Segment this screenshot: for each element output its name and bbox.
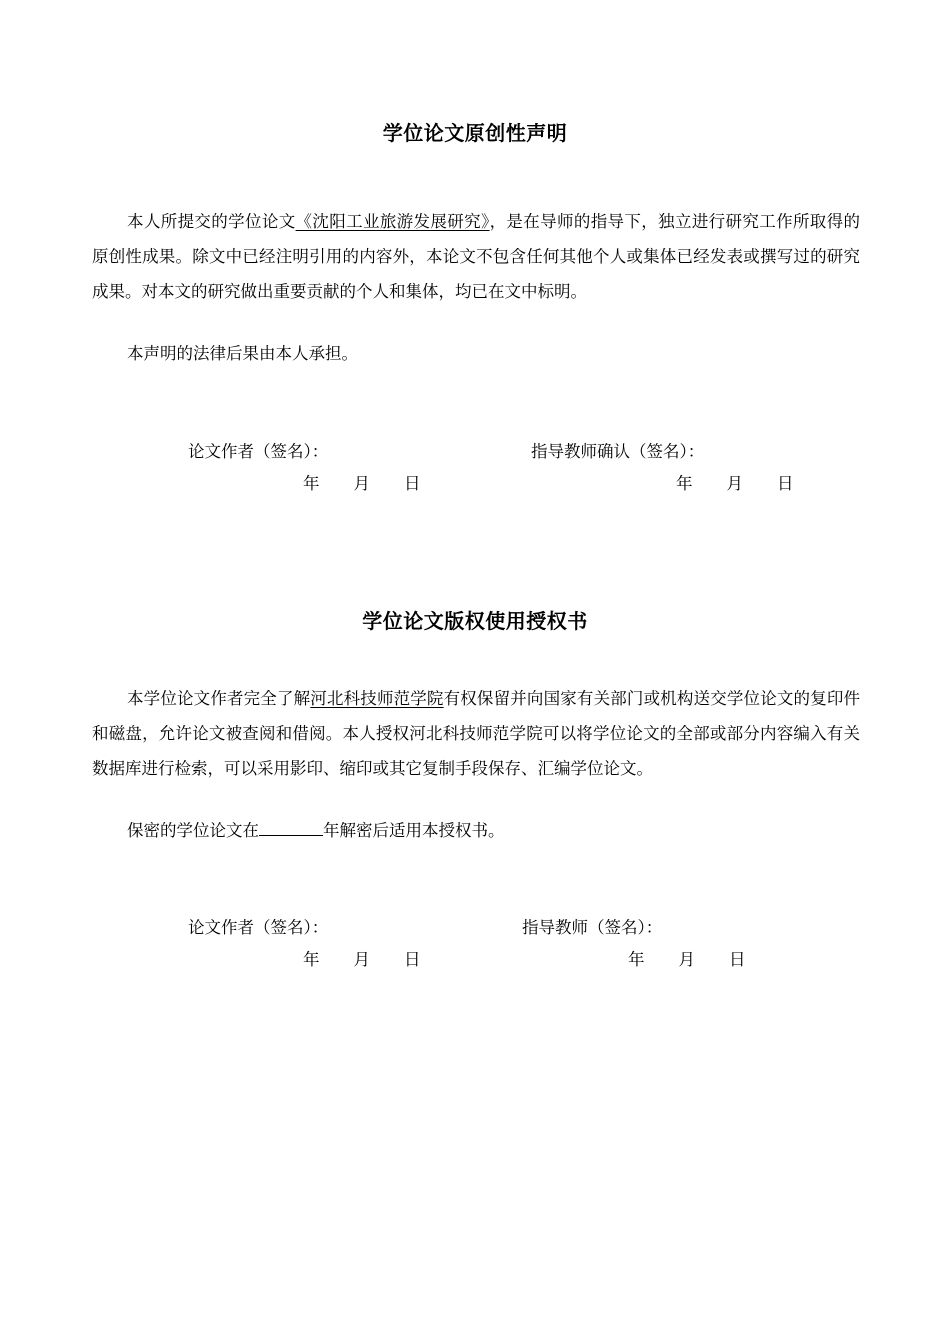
originality-declaration-paragraph [92, 204, 860, 309]
author-date-line [303, 470, 421, 494]
advisor-signature-label: 指导教师（签名）： [522, 918, 663, 937]
date-day: 日 [729, 950, 746, 969]
date-day: 日 [404, 950, 421, 969]
paragraph-text: 保密的学位论文在 [127, 821, 259, 840]
date-month: 月 [353, 950, 370, 969]
copyright-authorization-title: 学位论文版权使用授权书 [362, 609, 588, 633]
date-year: 年 [628, 950, 645, 969]
legal-responsibility-paragraph: 本声明的法律后果由本人承担。 [127, 344, 358, 363]
paragraph-text: ，是在导师的指导下，独立进行研究工作所取得的原创性成果。除文中已经注明引用的内容外，本论文不包含任何其他个人或集体已经发表或撰写过的研究成果。对本文的研究做出重要贡献的个人和集体，均已在文中标明。 [92, 212, 861, 301]
confidential-paragraph [92, 813, 860, 848]
advisor-date-line [676, 470, 794, 494]
institution-name: 河北科技师范学院 [310, 689, 444, 708]
date-year: 年 [676, 474, 693, 493]
years-blank [259, 821, 323, 836]
paragraph-text: 年解密后适用本授权书。 [323, 821, 505, 840]
thesis-title: 《沈阳工业旅游发展研究》 [295, 212, 490, 231]
date-month: 月 [726, 474, 743, 493]
date-day: 日 [777, 474, 794, 493]
author-signature-label: 论文作者（签名）： [188, 442, 329, 461]
copyright-authorization-paragraph [92, 681, 860, 786]
author-date-line [303, 946, 421, 970]
date-month: 月 [353, 474, 370, 493]
originality-declaration-title: 学位论文原创性声明 [382, 121, 568, 145]
paragraph-text: 有权保留并向国家有关部门或机构送交学位论文的复印件和磁盘，允许论文被查阅和借阅。本人授权河北科技师范学院可以将学位论文的全部或部分内容编入有关数据库进行检索，可以采用影印、缩印或其它复制手段保存、汇编学位论文。 [92, 689, 861, 778]
date-month: 月 [678, 950, 695, 969]
advisor-date-line [628, 946, 746, 970]
date-year: 年 [303, 474, 320, 493]
paragraph-text: 本学位论文作者完全了解 [127, 689, 311, 708]
date-day: 日 [404, 474, 421, 493]
date-year: 年 [303, 950, 320, 969]
author-signature-label: 论文作者（签名）： [188, 918, 329, 937]
paragraph-text: 本人所提交的学位论文 [127, 212, 296, 231]
advisor-confirm-signature-label: 指导教师确认（签名）： [531, 442, 705, 461]
